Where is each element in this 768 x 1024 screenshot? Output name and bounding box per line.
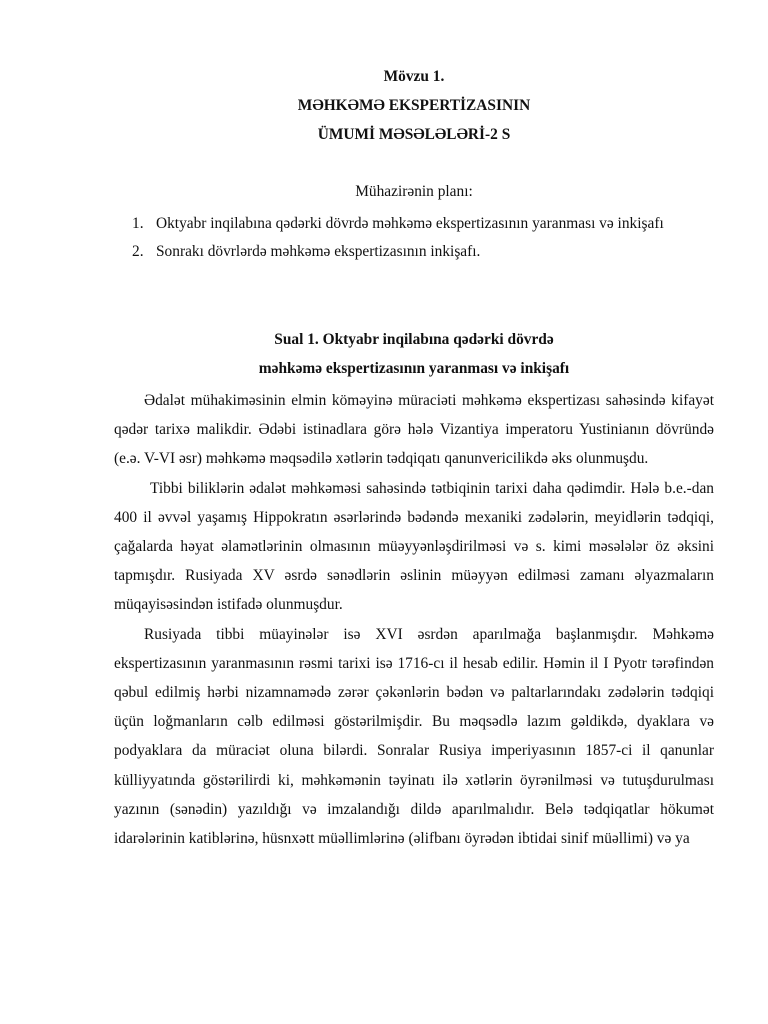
plan-item-text: Sonrakı dövrlərdə məhkəmə ekspertizasının inkişafı. bbox=[156, 243, 481, 260]
question-heading-line-1: Sual 1. Oktyabr inqilabına qədərki dövrdə bbox=[274, 331, 554, 348]
paragraph: Tibbi biliklərin ədalət məhkəməsi sahəsində tətbiqinin tarixi daha qədimdir. Hələ b.e.-dan 400 il əvvəl yaşamış Hippokratın əsərlərində bədəndə mexaniki zədələrin, meyidlərin tədqiqi, çağalarda həyat əlamətlərinin olmasının müəyyənləşdirilməsi və s. kimi məsələlər öz əksini tapmışdır. Rusiyada XV əsrdə sənədlərin əslinin müəyyən edilməsi zamanı əlyazmaların müqayisəsindən istifadə olunmuşdur. bbox=[114, 479, 714, 614]
document-title-line-2: ÜMUMİ MƏSƏLƏLƏRİ-2 S bbox=[317, 126, 511, 143]
paragraph: Ədalət mühakiməsinin elmin köməyinə müraciəti məhkəmə ekspertizası sahəsində kifayət qədər tarixə malikdir. Ədəbi istinadlara görə hələ Vizantiya imperatoru Yustinianın dövründə (e.ə. V-VI əsr) məhkəmə məqsədilə xətlərin tədqiqatı qanunvericilikdə əks olunmuşdu. bbox=[114, 392, 714, 468]
plan-item bbox=[114, 210, 714, 238]
plan-list bbox=[114, 210, 714, 266]
plan-item bbox=[114, 238, 714, 266]
topic-label: Mövzu 1. bbox=[383, 68, 445, 85]
plan-item-number: 2. bbox=[132, 243, 144, 260]
plan-item-text: Oktyabr inqilabına qədərki dövrdə məhkəmə ekspertizasının yaranması və inkişafı bbox=[156, 215, 664, 232]
plan-heading: Mühazirənin planı: bbox=[355, 183, 473, 200]
question-heading-line-2: məhkəmə ekspertizasının yaranması və inkişafı bbox=[258, 360, 570, 377]
plan-item-number: 1. bbox=[132, 215, 144, 232]
paragraph: Rusiyada tibbi müayinələr isə XVI əsrdən aparılmağa başlanmışdır. Məhkəmə ekspertizasının yaranmasının rəsmi tarixi isə 1716-cı il hesab edilir. Həmin il I Pyotr tərəfindən qəbul edilmiş hərbi nizamnamədə zərər çəkənlərin bədən və paltarlarındakı zədələrin tədqiqi üçün loğmanların cəlb edilməsi göstərilmişdir. Bu məqsədlə lazım gəldikdə, dyaklara və podyaklara da müraciət oluna bilərdi. Sonralar Rusiya imperiyasının 1857-ci il qanunlar külliyyatında göstərilirdi ki, məhkəmənin təyinatı ilə xətlərin öyrənilməsi və tutuşdurulması yazının (sənədin) yazıldığı və imzalandığı dildə aparılmalıdır. Belə tədqiqatlar hökumət idarələrinin katiblərinə, hüsnxətt müəllimlərinə (əlifbanı öyrədən ibtidai sinif müəllimi) və ya bbox=[114, 625, 714, 848]
body-text bbox=[114, 386, 714, 853]
document-title-line-1: MƏHKƏMƏ EKSPERTİZASININ bbox=[297, 97, 531, 114]
